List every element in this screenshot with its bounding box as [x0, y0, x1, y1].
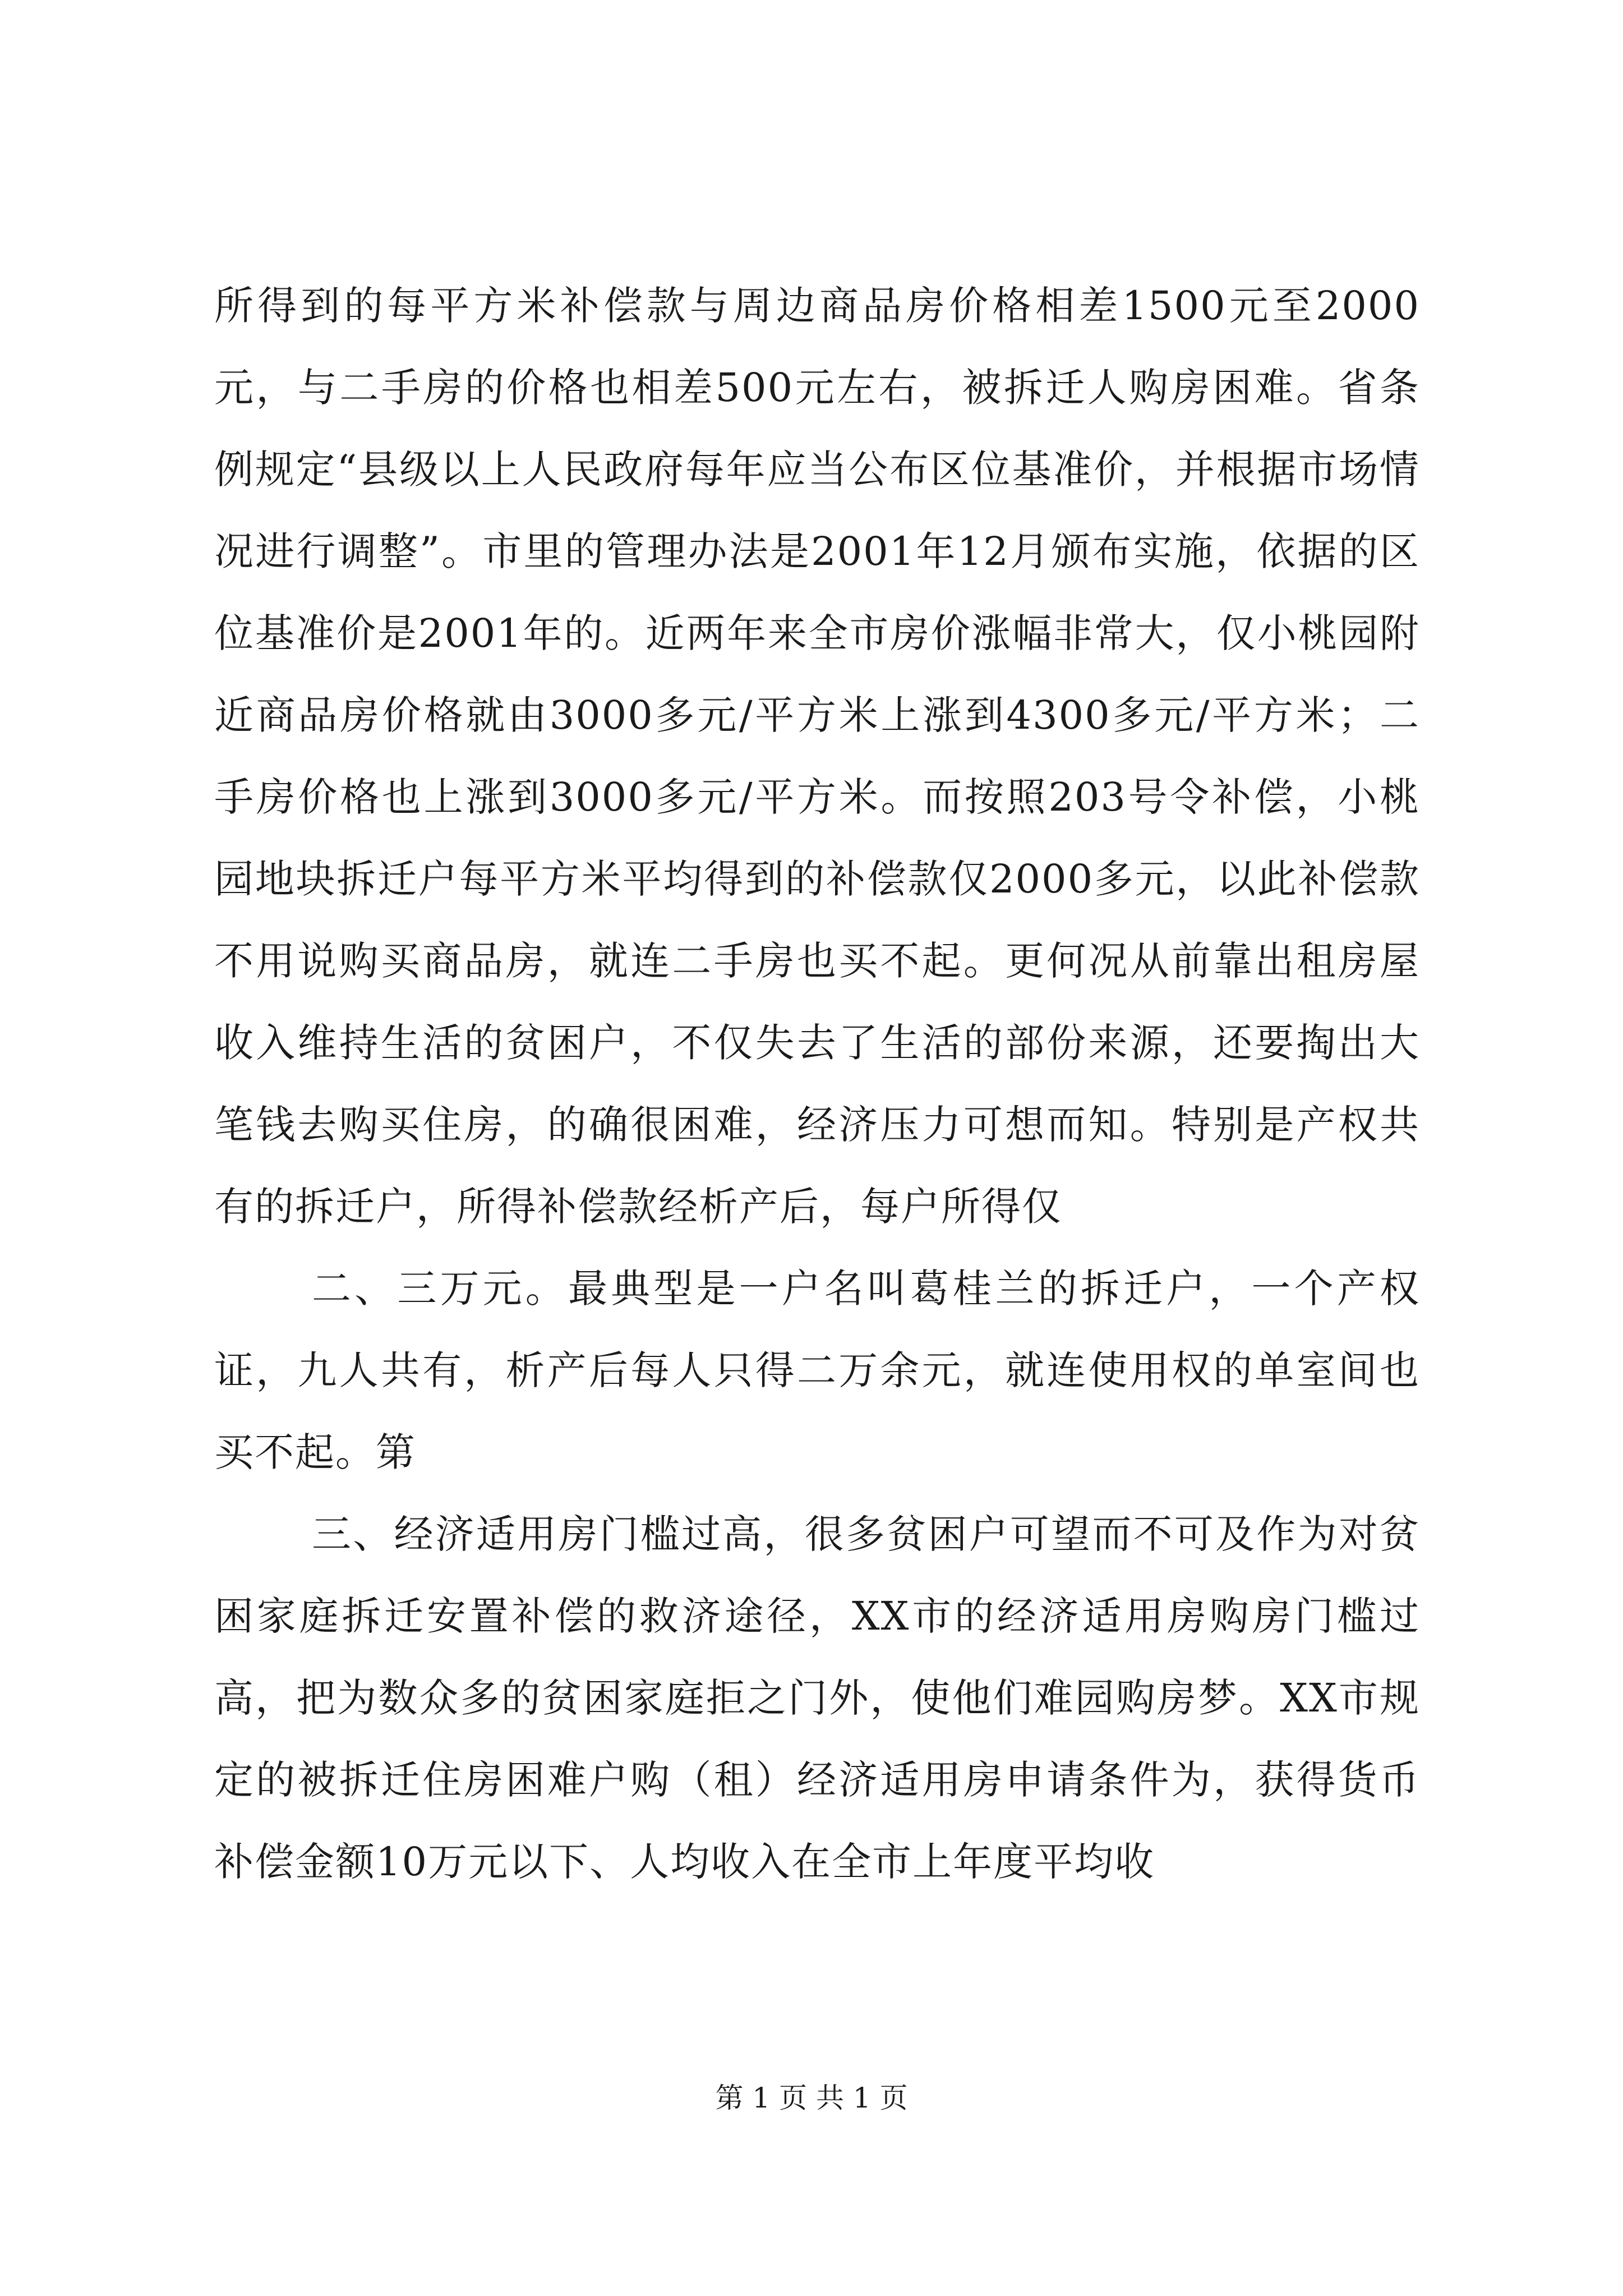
paragraph: 二、三万元。最典型是一户名叫葛桂兰的拆迁户，一个产权证，九人共有，析产后每人只得二万余元，就连使用权的单室间也买不起。第	[214, 1266, 1420, 1475]
document-body	[214, 265, 1420, 1903]
page-footer: 第 1 页 共 1 页	[715, 2082, 908, 2114]
paragraph: 所得到的每平方米补偿款与周边商品房价格相差1500元至2000元，与二手房的价格也相差500元左右，被拆迁人购房困难。省条例规定“县级以上人民政府每年应当公布区位基准价，并根据市场情况进行调整”。市里的管理办法是2001年12月颁布实施，依据的区位基准价是2001年的。近两年来全市房价涨幅非常大，仅小桃园附近商品房价格就由3000多元/平方米上涨到4300多元/平方米；二手房价格也上涨到3000多元/平方米。而按照203号令补偿，小桃园地块拆迁户每平方米平均得到的补偿款仅2000多元，以此补偿款不用说购买商品房，就连二手房也买不起。更何况从前靠出租房屋收入维持生活的贫困户，不仅失去了生活的部份来源，还要掏出大笔钱去购买住房，的确很困难，经济压力可想而知。特别是产权共有的拆迁户，所得补偿款经析产后，每户所得仅	[214, 283, 1420, 1230]
paragraph: 三、经济适用房门槛过高，很多贫困户可望而不可及作为对贫困家庭拆迁安置补偿的救济途径，XX市的经济适用房购房门槛过高，把为数众多的贫困家庭拒之门外，使他们难园购房梦。XX市规定的被拆迁住房困难户购（租）经济适用房申请条件为，获得货币补偿金额10万元以下、人均收入在全市上年度平均收	[214, 1511, 1420, 1885]
